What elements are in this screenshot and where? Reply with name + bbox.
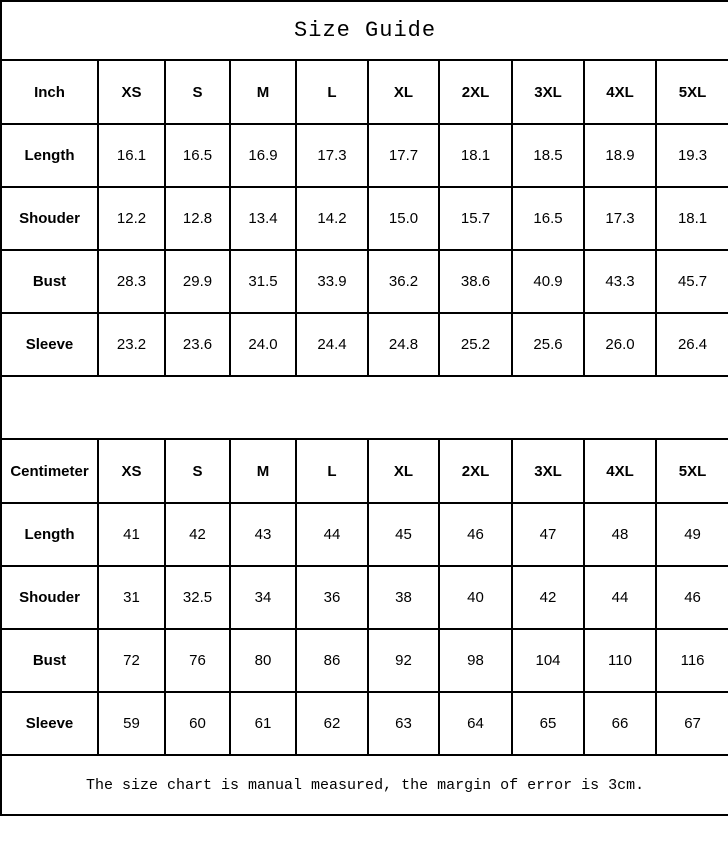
size-cell: 16.1 [98, 124, 165, 187]
size-cell: 61 [230, 692, 296, 755]
size-cell: 86 [296, 629, 368, 692]
size-cell: 59 [98, 692, 165, 755]
size-cell: 43 [230, 503, 296, 566]
centimeter-header-row [1, 439, 728, 503]
size-cell: 15.7 [439, 187, 512, 250]
size-cell: 98 [439, 629, 512, 692]
size-cell: 24.0 [230, 313, 296, 376]
row-label-bust: Bust [1, 629, 98, 692]
size-cell: 18.9 [584, 124, 656, 187]
table-row [1, 566, 728, 629]
size-header-l: L [296, 60, 368, 124]
size-cell: 40 [439, 566, 512, 629]
table-row [1, 124, 728, 187]
size-cell: 13.4 [230, 187, 296, 250]
size-cell: 38 [368, 566, 439, 629]
size-cell: 72 [98, 629, 165, 692]
inch-header-row [1, 60, 728, 124]
size-cell: 25.6 [512, 313, 584, 376]
size-cell: 16.5 [512, 187, 584, 250]
size-cell: 18.1 [656, 187, 728, 250]
size-cell: 31.5 [230, 250, 296, 313]
size-header-xs: XS [98, 60, 165, 124]
size-cell: 49 [656, 503, 728, 566]
size-header-l: L [296, 439, 368, 503]
size-cell: 16.5 [165, 124, 230, 187]
size-cell: 24.4 [296, 313, 368, 376]
size-cell: 23.2 [98, 313, 165, 376]
size-header-s: S [165, 439, 230, 503]
size-cell: 17.3 [296, 124, 368, 187]
size-cell: 46 [656, 566, 728, 629]
size-cell: 63 [368, 692, 439, 755]
size-cell: 44 [584, 566, 656, 629]
size-cell: 29.9 [165, 250, 230, 313]
size-header-m: M [230, 439, 296, 503]
size-cell: 12.2 [98, 187, 165, 250]
size-cell: 28.3 [98, 250, 165, 313]
size-header-2xl: 2XL [439, 439, 512, 503]
size-header-5xl: 5XL [656, 439, 728, 503]
size-cell: 62 [296, 692, 368, 755]
size-cell: 36.2 [368, 250, 439, 313]
size-header-5xl: 5XL [656, 60, 728, 124]
page-title: Size Guide [1, 1, 728, 60]
size-cell: 31 [98, 566, 165, 629]
size-cell: 32.5 [165, 566, 230, 629]
size-cell: 19.3 [656, 124, 728, 187]
row-label-length: Length [1, 503, 98, 566]
size-cell: 38.6 [439, 250, 512, 313]
size-cell: 65 [512, 692, 584, 755]
size-cell: 42 [165, 503, 230, 566]
size-cell: 17.7 [368, 124, 439, 187]
size-header-2xl: 2XL [439, 60, 512, 124]
size-cell: 12.8 [165, 187, 230, 250]
size-cell: 80 [230, 629, 296, 692]
size-header-4xl: 4XL [584, 60, 656, 124]
size-cell: 24.8 [368, 313, 439, 376]
size-cell: 15.0 [368, 187, 439, 250]
size-cell: 92 [368, 629, 439, 692]
size-cell: 41 [98, 503, 165, 566]
size-cell: 17.3 [584, 187, 656, 250]
size-cell: 44 [296, 503, 368, 566]
size-cell: 47 [512, 503, 584, 566]
size-header-xl: XL [368, 439, 439, 503]
size-cell: 33.9 [296, 250, 368, 313]
size-cell: 76 [165, 629, 230, 692]
size-cell: 45.7 [656, 250, 728, 313]
size-cell: 64 [439, 692, 512, 755]
size-cell: 42 [512, 566, 584, 629]
row-label-shouder: Shouder [1, 187, 98, 250]
size-cell: 26.0 [584, 313, 656, 376]
table-row [1, 250, 728, 313]
size-cell: 16.9 [230, 124, 296, 187]
row-label-sleeve: Sleeve [1, 313, 98, 376]
row-label-bust: Bust [1, 250, 98, 313]
size-cell: 25.2 [439, 313, 512, 376]
size-cell: 23.6 [165, 313, 230, 376]
size-header-xs: XS [98, 439, 165, 503]
size-header-m: M [230, 60, 296, 124]
size-cell: 110 [584, 629, 656, 692]
size-cell: 104 [512, 629, 584, 692]
size-cell: 40.9 [512, 250, 584, 313]
size-cell: 67 [656, 692, 728, 755]
title-row [1, 1, 728, 60]
size-header-3xl: 3XL [512, 439, 584, 503]
size-header-4xl: 4XL [584, 439, 656, 503]
table-row [1, 629, 728, 692]
size-cell: 46 [439, 503, 512, 566]
size-cell: 66 [584, 692, 656, 755]
size-cell: 43.3 [584, 250, 656, 313]
size-cell: 14.2 [296, 187, 368, 250]
row-label-length: Length [1, 124, 98, 187]
table-row [1, 692, 728, 755]
row-label-shouder: Shouder [1, 566, 98, 629]
table-row [1, 187, 728, 250]
table-row [1, 313, 728, 376]
size-header-xl: XL [368, 60, 439, 124]
size-cell: 18.5 [512, 124, 584, 187]
spacer-row [1, 376, 728, 439]
size-cell: 26.4 [656, 313, 728, 376]
size-cell: 60 [165, 692, 230, 755]
size-cell: 36 [296, 566, 368, 629]
size-header-s: S [165, 60, 230, 124]
spacer-cell [1, 376, 728, 439]
footer-row [1, 755, 728, 815]
inch-unit-header: Inch [1, 60, 98, 124]
size-cell: 34 [230, 566, 296, 629]
size-cell: 48 [584, 503, 656, 566]
size-cell: 18.1 [439, 124, 512, 187]
table-row [1, 503, 728, 566]
size-cell: 45 [368, 503, 439, 566]
footer-note: The size chart is manual measured, the margin of error is 3cm. [1, 755, 728, 815]
row-label-sleeve: Sleeve [1, 692, 98, 755]
size-cell: 116 [656, 629, 728, 692]
centimeter-unit-header: Centimeter [1, 439, 98, 503]
size-header-3xl: 3XL [512, 60, 584, 124]
